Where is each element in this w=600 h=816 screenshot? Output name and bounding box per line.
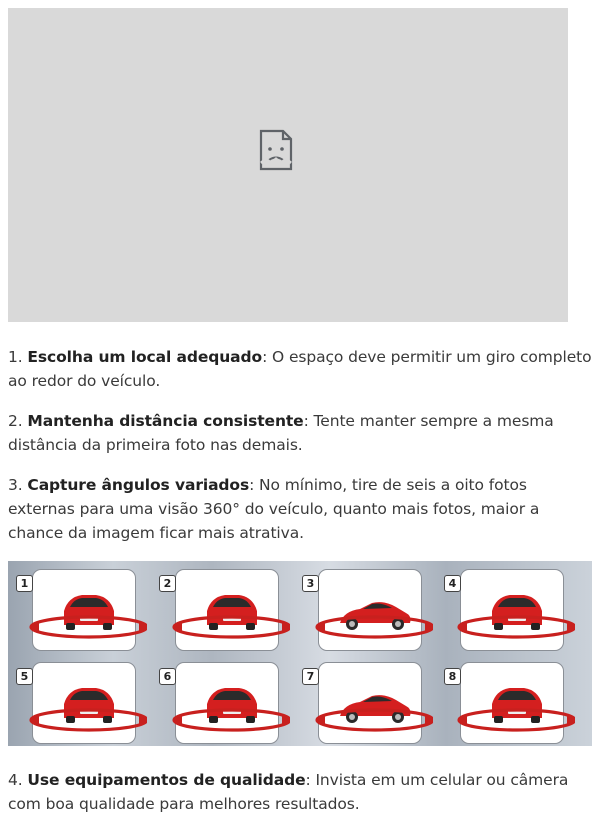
angle-step-1 [14, 567, 147, 651]
car-icon [492, 595, 542, 630]
angle-step-number: 5 [16, 668, 33, 685]
angle-step-number: 1 [16, 575, 33, 592]
car-rotation-graphic [14, 567, 147, 651]
angle-step-5 [14, 660, 147, 744]
tip-number: 2. [8, 412, 28, 430]
car-rotation-graphic [14, 660, 147, 744]
tip-title: Use equipamentos de qualidade [27, 771, 306, 789]
angle-step-number: 4 [444, 575, 461, 592]
car-rotation-graphic [442, 567, 575, 651]
car-angles-illustration [8, 561, 592, 746]
car-rotation-graphic [300, 567, 433, 651]
tip-text: : Tente manter sempre a mesma distância da primeira foto nas demais. [8, 412, 554, 454]
broken-image-icon [259, 129, 293, 171]
tip-title: Capture ângulos variados [27, 476, 250, 494]
car-rotation-graphic [157, 567, 290, 651]
tip-text: : O espaço deve permitir um giro completo ao redor do veículo. [8, 348, 592, 390]
tip-text: : Invista em um celular ou câmera com boa qualidade para melhores resultados. [8, 771, 569, 813]
car-icon [207, 688, 257, 723]
angle-step-number: 2 [159, 575, 176, 592]
tip-number: 1. [8, 348, 28, 366]
car-rotation-graphic [300, 660, 433, 744]
angle-step-7 [300, 660, 433, 744]
car-icon [492, 688, 542, 723]
tip-paragraph-2 [8, 409, 592, 457]
angle-step-number: 6 [159, 668, 176, 685]
angle-step-4 [442, 567, 575, 651]
car-icon [64, 595, 114, 630]
angle-step-3 [300, 567, 433, 651]
tip-number: 4. [8, 771, 28, 789]
angle-step-number: 7 [302, 668, 319, 685]
tip-number: 3. [8, 476, 28, 494]
angle-step-number: 8 [444, 668, 461, 685]
car-icon [64, 688, 114, 723]
tip-paragraph-3 [8, 473, 592, 545]
car-icon [207, 595, 257, 630]
angle-step-8 [442, 660, 575, 744]
car-rotation-graphic [442, 660, 575, 744]
embedded-media-placeholder [8, 8, 568, 322]
car-rotation-graphic [157, 660, 290, 744]
tip-title: Mantenha distância consistente [27, 412, 304, 430]
angle-step-6 [157, 660, 290, 744]
angle-step-number: 3 [302, 575, 319, 592]
tip-text: : No mínimo, tire de seis a oito fotos externas para uma visão 360° do veículo, quanto mais fotos, maior a chance da imagem ficar mais atrativa. [8, 476, 540, 542]
angle-step-2 [157, 567, 290, 651]
tip-paragraph-1 [8, 345, 592, 393]
tip-paragraph-4 [8, 768, 592, 816]
tip-title: Escolha um local adequado [27, 348, 263, 366]
